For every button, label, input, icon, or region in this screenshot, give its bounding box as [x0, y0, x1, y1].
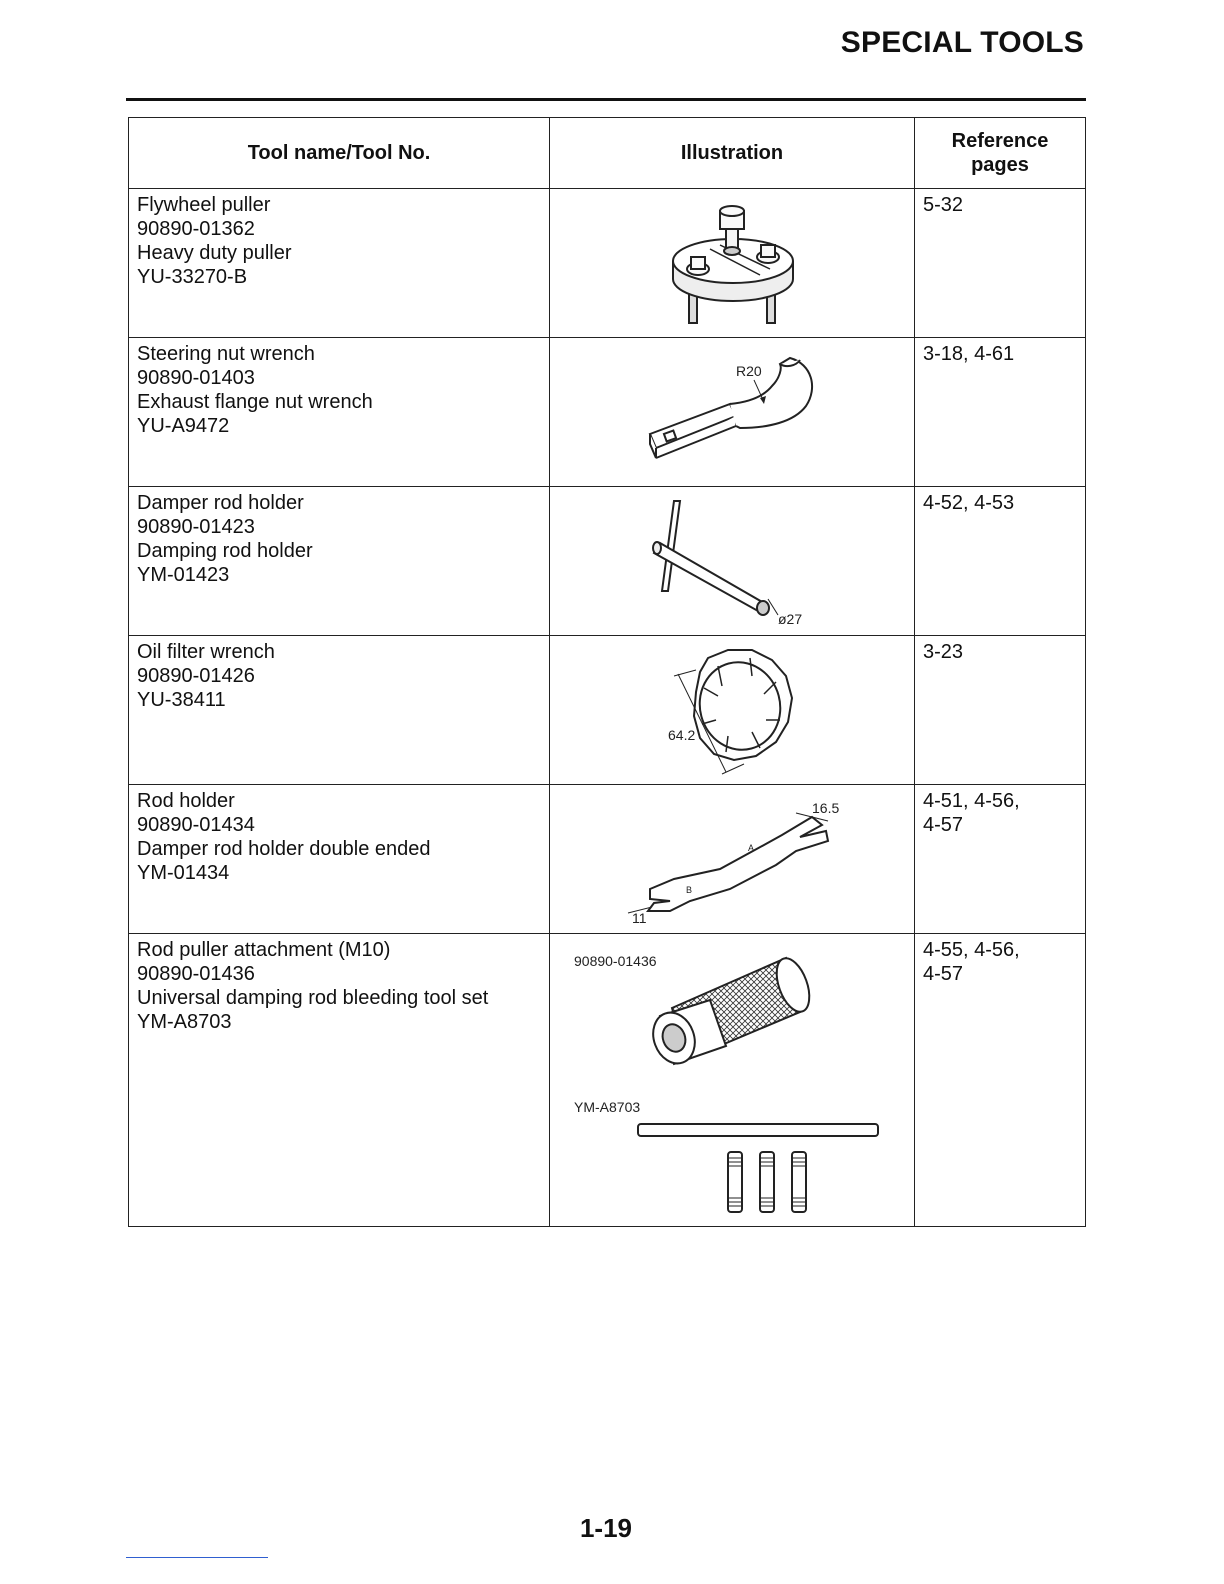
tool-name-cell	[129, 934, 550, 1227]
column-header-reference-pages: Reference pages	[915, 118, 1086, 189]
table-row	[129, 934, 1086, 1227]
damper-rod-holder-icon	[550, 487, 915, 635]
reference-pages: 5-32	[923, 194, 964, 216]
table-header-row	[129, 118, 1086, 189]
tool-number: 90890-01426	[137, 665, 255, 687]
table-row	[129, 338, 1086, 487]
tool-alt-name: Exhaust flange nut wrench	[137, 391, 373, 413]
illustration-cell	[550, 189, 915, 338]
tool-alt-name: Damper rod holder double ended	[137, 838, 431, 860]
illustration-cell	[550, 487, 915, 636]
table-row	[129, 785, 1086, 934]
reference-pages-cell	[915, 785, 1086, 934]
svg-text:A: A	[748, 843, 755, 853]
page-number: 1-19	[579, 1513, 633, 1543]
special-tools-table	[128, 117, 1086, 1227]
tool-number-label: 90890-01436	[574, 953, 657, 969]
column-header-illustration: Illustration	[550, 118, 915, 189]
illustration-cell	[550, 636, 915, 785]
tool-name-cell	[129, 338, 550, 487]
table-row	[129, 189, 1086, 338]
tool-name: Damper rod holder	[137, 492, 304, 514]
steering-nut-wrench-icon	[550, 338, 915, 486]
tool-alt-number: YU-38411	[137, 689, 226, 711]
tool-alt-number: YM-01434	[137, 862, 230, 884]
dimension-label: 16.5	[812, 800, 840, 816]
rod-puller-attachment-icon	[550, 934, 915, 1226]
tool-alt-number: YU-A9472	[137, 415, 230, 437]
flywheel-puller-icon	[550, 189, 915, 337]
oil-filter-wrench-icon	[550, 636, 915, 784]
reference-pages: 4-57	[923, 814, 964, 836]
tool-name: Oil filter wrench	[137, 641, 275, 663]
tool-number: 90890-01362	[137, 218, 255, 240]
tool-alt-name: Universal damping rod bleeding tool set	[137, 987, 489, 1009]
tool-name: Flywheel puller	[137, 194, 271, 216]
tool-alt-number: YM-A8703	[137, 1011, 232, 1033]
tool-name: Steering nut wrench	[137, 343, 315, 365]
dimension-label: R20	[736, 363, 762, 379]
reference-pages: 4-57	[923, 963, 964, 985]
page-title: SPECIAL TOOLS	[840, 26, 1084, 59]
tool-name: Rod puller attachment (M10)	[137, 939, 391, 961]
reference-pages: 4-55, 4-56,	[923, 939, 1020, 961]
tool-alt-number: YU-33270-B	[137, 266, 248, 288]
tool-name-cell	[129, 785, 550, 934]
table-row	[129, 487, 1086, 636]
table-row	[129, 636, 1086, 785]
rod-holder-icon	[550, 785, 915, 933]
tool-number-label: YM-A8703	[574, 1099, 641, 1115]
tool-alt-name: Damping rod holder	[137, 540, 313, 562]
reference-pages-cell	[915, 487, 1086, 636]
reference-pages: 4-51, 4-56,	[923, 790, 1020, 812]
tool-alt-number: YM-01423	[137, 564, 230, 586]
reference-pages-cell	[915, 934, 1086, 1227]
tool-number: 90890-01434	[137, 814, 255, 836]
svg-text:B: B	[686, 885, 693, 895]
tool-name-cell	[129, 636, 550, 785]
tool-name-cell	[129, 189, 550, 338]
tool-number: 90890-01423	[137, 516, 255, 538]
dimension-label: 11	[632, 910, 647, 926]
footer-divider	[126, 1557, 268, 1558]
dimension-label: ø27	[778, 611, 803, 627]
tool-alt-name: Heavy duty puller	[137, 242, 292, 264]
dimension-label: 64.2	[668, 727, 696, 743]
reference-pages: 3-18, 4-61	[923, 343, 1015, 365]
tool-name: Rod holder	[137, 790, 235, 812]
reference-pages-cell	[915, 338, 1086, 487]
illustration-cell	[550, 785, 915, 934]
illustration-cell	[550, 934, 915, 1227]
column-header-tool-name: Tool name/Tool No.	[129, 118, 550, 189]
reference-pages-cell	[915, 189, 1086, 338]
tool-name-cell	[129, 487, 550, 636]
reference-pages: 4-52, 4-53	[923, 492, 1015, 514]
tool-number: 90890-01436	[137, 963, 255, 985]
illustration-cell	[550, 338, 915, 487]
title-divider	[126, 98, 1086, 101]
reference-pages-cell	[915, 636, 1086, 785]
tool-number: 90890-01403	[137, 367, 255, 389]
reference-pages: 3-23	[923, 641, 964, 663]
